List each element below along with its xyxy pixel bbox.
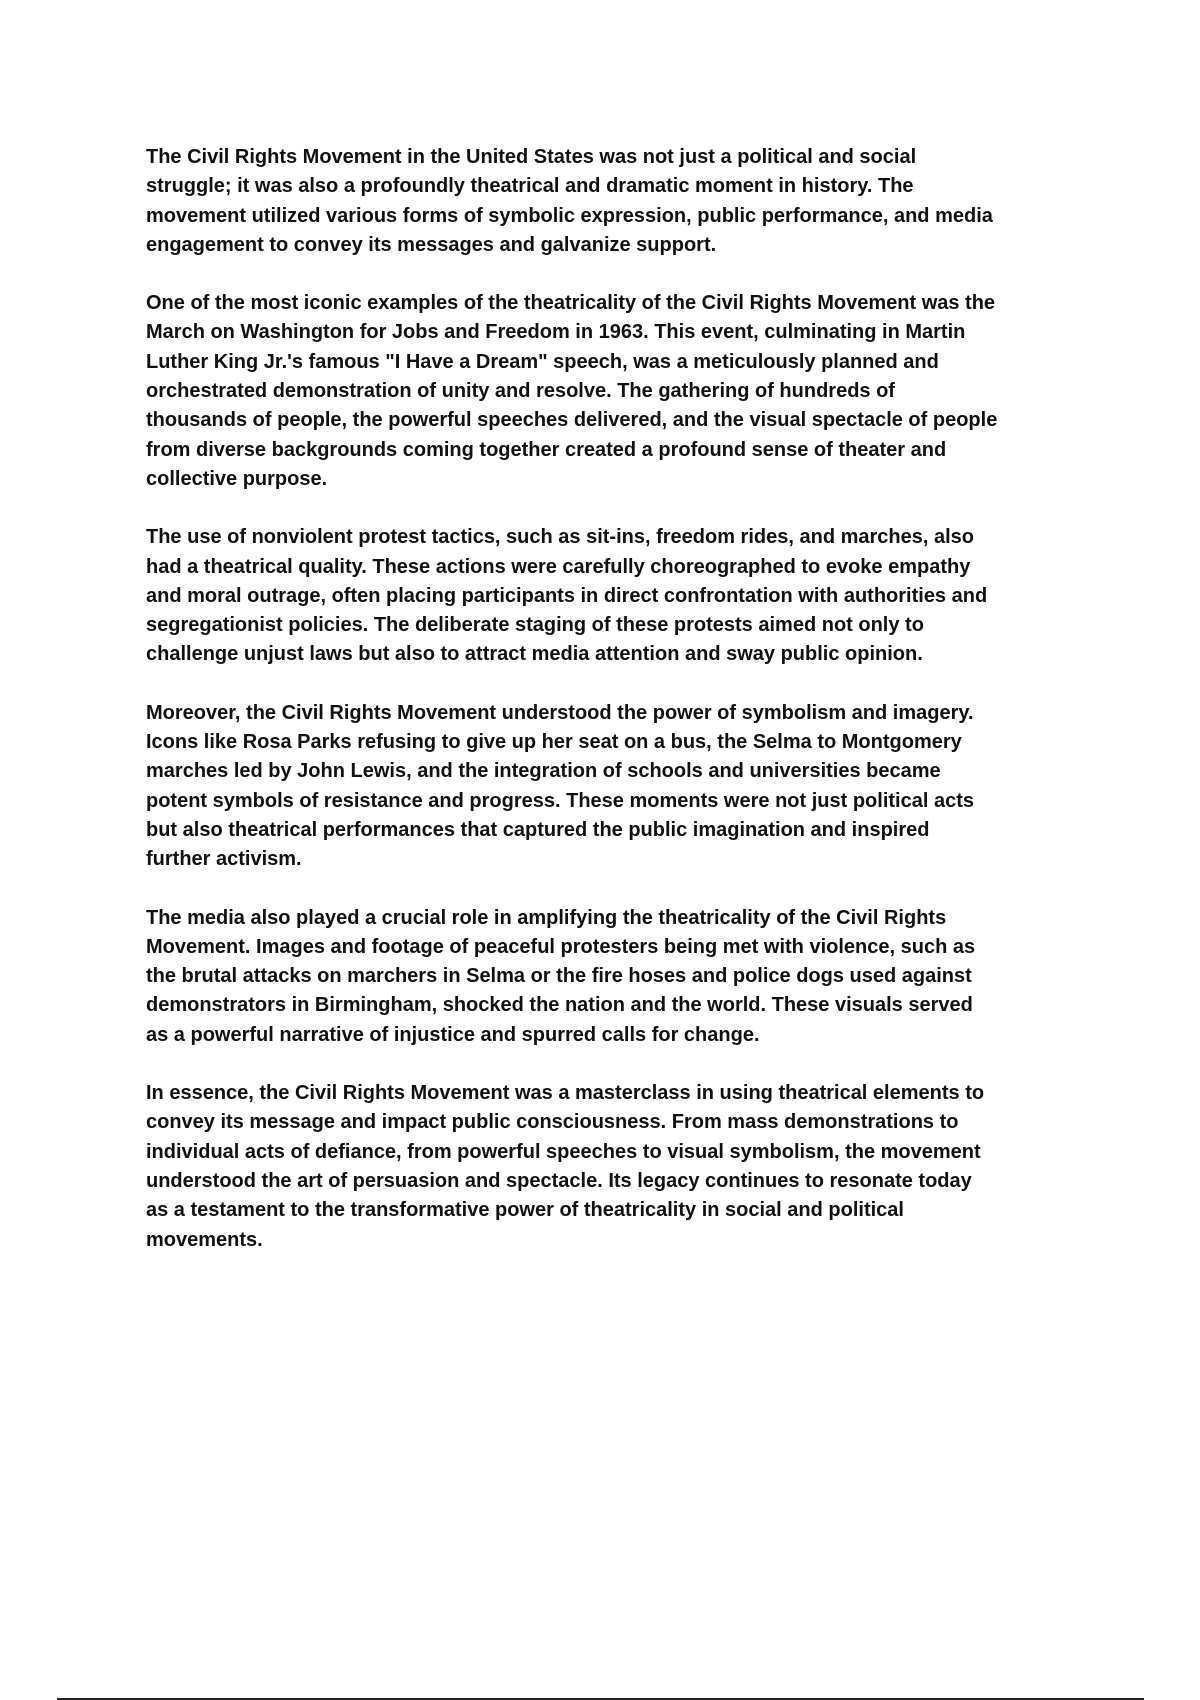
document-body (146, 143, 1096, 1284)
paragraph-conclusion: In essence, the Civil Rights Movement was a masterclass in using theatrical elements to convey its message and impact public consciousness. From mass demonstrations to individual acts of defiance, from powerful speeches to visual symbolism, the movement understood the art of persuasion and spectacle. Its legacy continues to resonate today as a testament to the transformative power of theatricality in social and political movements. (146, 1082, 985, 1251)
paragraph-symbolism: Moreover, the Civil Rights Movement understood the power of symbolism and imagery. Icons like Rosa Parks refusing to give up her seat on a bus, the Selma to Montgomery marches led by John Lewis, and the integration of schools and universities became potent symbols of resistance and progress. These moments were not just political acts but also theatrical performances that captured the public imagination and inspired further activism. (146, 701, 974, 871)
paragraph-intro: The Civil Rights Movement in the United States was not just a political and social struggle; it was also a profoundly theatrical and dramatic moment in history. The movement utilized various forms of symbolic expression, public performance, and media engagement to convey its messages and galvanize support. (146, 146, 993, 256)
paragraph-media-role: The media also played a crucial role in amplifying the theatricality of the Civil Rights Movement. Images and footage of peaceful protesters being met with violence, such as the brutal attacks on marchers in Selma or the fire hoses and police dogs used against demonstrators in Birmingham, shocked the nation and the world. These visuals served as a powerful narrative of injustice and spurred calls for change. (146, 906, 976, 1046)
paragraph-march-on-washington: One of the most iconic examples of the theatricality of the Civil Rights Movement was the March on Washington for Jobs and Freedom in 1963. This event, culminating in Martin Luther King Jr.'s famous "I Have a Dream" speech, was a meticulously planned and orchestrated demonstration of unity and resolve. The gathering of hundreds of thousands of people, the powerful speeches delivered, and the visual spectacle of people from diverse backgrounds coming together created a profound sense of theater and collective purpose. (146, 292, 998, 490)
paragraph-nonviolent-protest: The use of nonviolent protest tactics, such as sit-ins, freedom rides, and marches, also had a theatrical quality. These actions were carefully choreographed to evoke empathy and moral outrage, often placing participants in direct confrontation with authorities and segregationist policies. The deliberate staging of these protests aimed not only to challenge unjust laws but also to attract media attention and sway public opinion. (146, 526, 988, 666)
